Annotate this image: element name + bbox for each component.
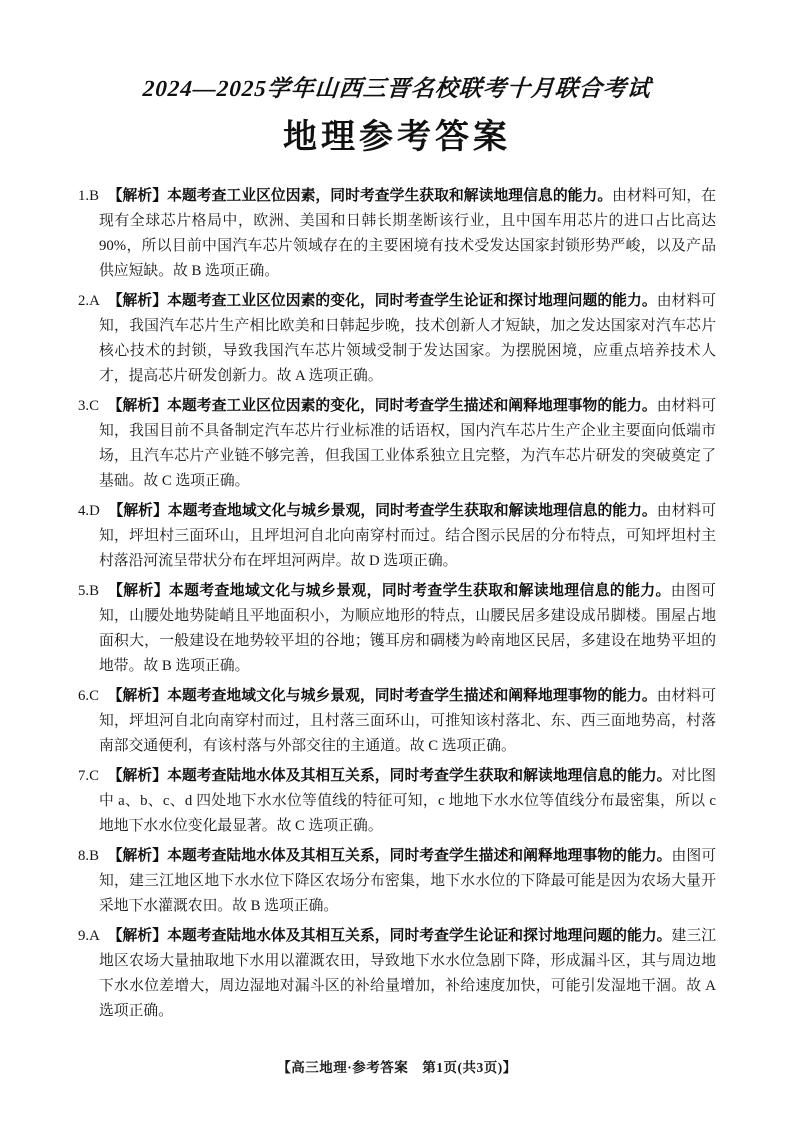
answer-number: 3.C	[78, 398, 103, 414]
answer-number: 4.D	[78, 503, 104, 519]
answer-explanation: 由材料可知，坪坦村三面环山，且坪坦河自北向南穿村而过。结合图示民居的分布特点，可知坪坦村主村落沿河流呈带状分布在坪坦河两岸。故 D 选项正确。	[99, 503, 716, 569]
answer-analysis-lead: 【解析】本题考查地域文化与城乡景观，同时考查学生获取和解读地理信息的能力。	[108, 503, 657, 519]
answer-explanation: 建三江地区农场大量抽取地下水用以灌溉农田，导致地下水水位急剧下降，形成漏斗区，其与周边地下水水位差增大，周边湿地对漏斗区的补给量增加，补给速度加快，可能引发湿地干涸。故 A 选项正确。	[99, 928, 716, 1019]
answer-analysis-lead: 【解析】本题考查地域文化与城乡景观，同时考查学生获取和解读地理信息的能力。	[108, 583, 671, 599]
answer-item	[78, 684, 716, 759]
answer-number: 2.A	[78, 293, 103, 309]
answer-number: 6.C	[78, 688, 103, 704]
answer-explanation: 由材料可知，坪坦河自北向南穿村而过，且村落三面环山，可推知该村落北、东、西三面地势高，村落南部交通便利，有该村落与外部交往的主通道。故 C 选项正确。	[99, 688, 716, 754]
answer-analysis-lead: 【解析】本题考查地域文化与城乡景观，同时考查学生描述和阐释地理事物的能力。	[107, 688, 657, 704]
answer-number: 8.B	[78, 848, 103, 864]
answer-analysis-lead: 【解析】本题考查工业区位因素的变化，同时考查学生论证和探讨地理问题的能力。	[107, 293, 657, 309]
exam-title: 2024—2025学年山西三晋名校联考十月联合考试	[141, 76, 652, 101]
answer-analysis-lead: 【解析】本题考查陆地水体及其相互关系，同时考查学生描述和阐释地理事物的能力。	[107, 848, 672, 864]
page-footer: 【高三地理·参考答案 第1页(共3页)】	[277, 1060, 517, 1075]
answer-list	[78, 184, 716, 1024]
answer-explanation: 由材料可知，在现有全球芯片格局中，欧洲、美国和日韩长期垄断该行业，且中国车用芯片的进口占比高达 90%，所以目前中国汽车芯片领域存在的主要困境有技术受发达国家封锁形势严峻，以及产品供应短缺。故 B 选项正确。	[99, 188, 716, 279]
answer-item	[78, 844, 716, 919]
answer-explanation: 由材料可知，我国目前不具备制定汽车芯片行业标准的话语权，国内汽车芯片生产企业主要面向低端市场，且汽车芯片产业链不够完善，但我国工业体系独立且完整，为汽车芯片研发的突破奠定了基础。故 C 选项正确。	[99, 398, 716, 489]
answer-analysis-lead: 【解析】本题考查陆地水体及其相互关系，同时考查学生获取和解读地理信息的能力。	[107, 768, 672, 784]
answer-analysis-lead: 【解析】本题考查陆地水体及其相互关系，同时考查学生论证和探讨地理问题的能力。	[107, 928, 672, 944]
answer-item	[78, 289, 716, 389]
answer-item	[78, 579, 716, 679]
answer-explanation: 由材料可知，我国汽车芯片生产相比欧美和日韩起步晚，技术创新人才短缺，加之发达国家对汽车芯片核心技术的封锁，导致我国汽车芯片领域受制于发达国家。为摆脱困境，应重点培养技术人才，提高芯片研发创新力。故 A 选项正确。	[99, 293, 716, 384]
answer-item	[78, 924, 716, 1024]
answer-item	[78, 394, 716, 494]
answer-explanation: 由图可知，建三江地区地下水水位下降区农场分布密集，地下水水位的下降最可能是因为农场大量开采地下水灌溉农田。故 B 选项正确。	[99, 848, 716, 914]
answer-number: 1.B	[78, 188, 103, 204]
answer-key-title: 地理参考答案	[283, 119, 511, 156]
answer-explanation: 对比图中 a、b、c、d 四处地下水水位等值线的特征可知，c 地地下水水位等值线分布最密集，所以 c 地地下水水位变化最显著。故 C 选项正确。	[99, 768, 716, 834]
answer-explanation: 由图可知，山腰处地势陡峭且平地面积小，为顺应地形的特点，山腰民居多建设成吊脚楼。围屋占地面积大，一般建设在地势较平坦的谷地；镬耳房和碉楼为岭南地区民居，多建设在地势平坦的地带。故 B 选项正确。	[99, 583, 716, 674]
answer-item	[78, 764, 716, 839]
answer-number: 5.B	[78, 583, 104, 599]
answer-number: 9.A	[78, 928, 103, 944]
answer-analysis-lead: 【解析】本题考查工业区位因素的变化，同时考查学生描述和阐释地理事物的能力。	[107, 398, 657, 414]
answer-item	[78, 184, 716, 284]
answer-item	[78, 499, 716, 574]
answer-number: 7.C	[78, 768, 103, 784]
answer-analysis-lead: 【解析】本题考查工业区位因素，同时考查学生获取和解读地理信息的能力。	[107, 188, 613, 204]
